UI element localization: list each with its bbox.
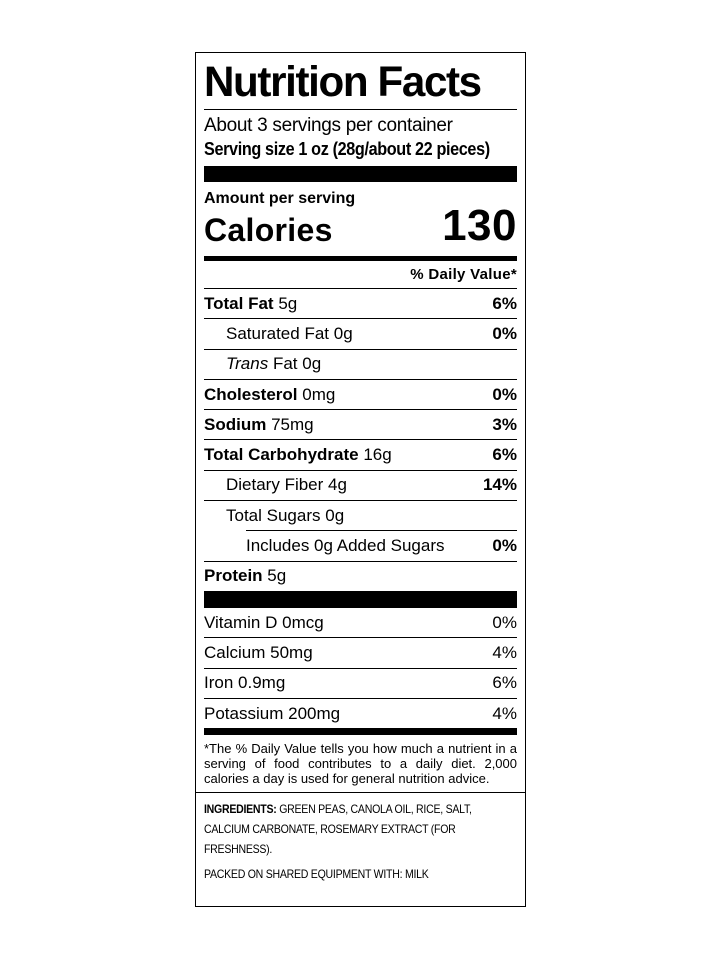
nutrient-dv: 14% (482, 475, 517, 495)
vitamin-row-vitamin-d (204, 608, 517, 637)
nutrient-dv: 0% (492, 323, 517, 343)
nutrient-row-sodium (204, 410, 517, 439)
nutrient-name: Total Carbohydrate (204, 445, 359, 465)
nutrient-name: Saturated Fat (226, 323, 330, 343)
allergen-note: PACKED ON SHARED EQUIPMENT WITH: MILK (204, 867, 429, 882)
nutrient-row-total-sugars (204, 501, 517, 530)
section-divider (196, 792, 525, 793)
nutrient-dv: 3% (492, 414, 517, 434)
panel-title: Nutrition Facts (204, 58, 481, 106)
thick-divider (204, 166, 517, 182)
ingredients-label: INGREDIENTS: (204, 802, 277, 817)
calories-row (204, 201, 517, 250)
vitamin-name: Potassium (204, 703, 284, 723)
nutrient-dv: 6% (492, 293, 517, 313)
vitamin-amount: 50mg (270, 642, 313, 662)
vitamin-amount: 200mg (288, 703, 341, 723)
vitamin-name: Calcium (204, 642, 266, 662)
nutrient-dv: 0% (492, 536, 517, 556)
vitamin-dv: 4% (492, 642, 517, 662)
nutrition-facts-panel (195, 52, 526, 907)
nutrient-name: Protein (204, 566, 263, 586)
ingredients-list: GREEN PEAS, CANOLA OIL, RICE, SALT, CALCIUM CARBONATE, ROSEMARY EXTRACT (FOR FRESHNESS). (204, 802, 472, 857)
thick-divider (204, 591, 517, 608)
nutrient-amount: 0g (325, 505, 345, 525)
nutrient-name-italic: Trans (226, 354, 269, 374)
nutrient-row-total-carbohydrate (204, 440, 517, 469)
nutrient-row-cholesterol (204, 380, 517, 409)
nutrient-name: Dietary Fiber (226, 475, 324, 495)
vitamin-amount: 0.9mg (238, 673, 286, 693)
vitamin-name: Vitamin D (204, 612, 278, 632)
nutrient-amount: 4g (328, 475, 347, 495)
daily-value-header: % Daily Value* (410, 266, 517, 283)
nutrient-row-total-fat (204, 289, 517, 318)
calories-label: Calories (204, 212, 333, 248)
medium-divider (204, 728, 517, 735)
nutrient-amount: 75mg (271, 414, 314, 434)
serving-size: Serving size 1 oz (28g/about 22 pieces) (204, 139, 490, 159)
vitamin-row-iron (204, 669, 517, 698)
vitamin-name: Iron (204, 673, 234, 693)
nutrient-dv: 6% (492, 445, 517, 465)
vitamin-dv: 6% (492, 673, 517, 693)
nutrient-amount: 0g (302, 354, 322, 374)
divider (204, 109, 517, 110)
ingredients (204, 799, 516, 859)
nutrient-row-protein (204, 562, 517, 591)
nutrient-name: Sodium (204, 414, 267, 434)
nutrient-dv: 0% (492, 384, 517, 404)
nutrient-row-trans-fat (204, 350, 517, 379)
nutrient-row-saturated-fat (204, 319, 517, 348)
vitamin-dv: 4% (492, 703, 517, 723)
calories-value: 130 (442, 201, 517, 250)
vitamin-row-calcium (204, 638, 517, 667)
nutrient-name: Cholesterol (204, 384, 298, 404)
vitamin-row-potassium (204, 699, 517, 728)
nutrient-name: Total Fat (204, 293, 274, 313)
nutrient-name: Fat (272, 354, 298, 374)
servings-per-container: About 3 servings per container (204, 115, 453, 136)
nutrient-amount: 5g (267, 566, 287, 586)
nutrient-row-dietary-fiber (204, 471, 517, 500)
vitamin-amount: 0mcg (282, 612, 324, 632)
nutrient-amount: 5g (278, 293, 298, 313)
vitamin-dv: 0% (492, 612, 517, 632)
nutrient-amount: 16g (363, 445, 392, 465)
nutrient-name: Includes 0g Added Sugars (246, 536, 445, 556)
nutrient-amount: 0g (333, 323, 353, 343)
nutrient-name: Total Sugars (226, 505, 321, 525)
nutrient-amount: 0mg (302, 384, 336, 404)
daily-value-footnote: *The % Daily Value tells you how much a nutrient in a serving of food contributes to a daily diet. 2,000 calories a day is used for general nutrition advice. (204, 741, 517, 787)
nutrient-row-added-sugars (204, 531, 517, 560)
amount-per-serving: Amount per serving (204, 190, 356, 207)
